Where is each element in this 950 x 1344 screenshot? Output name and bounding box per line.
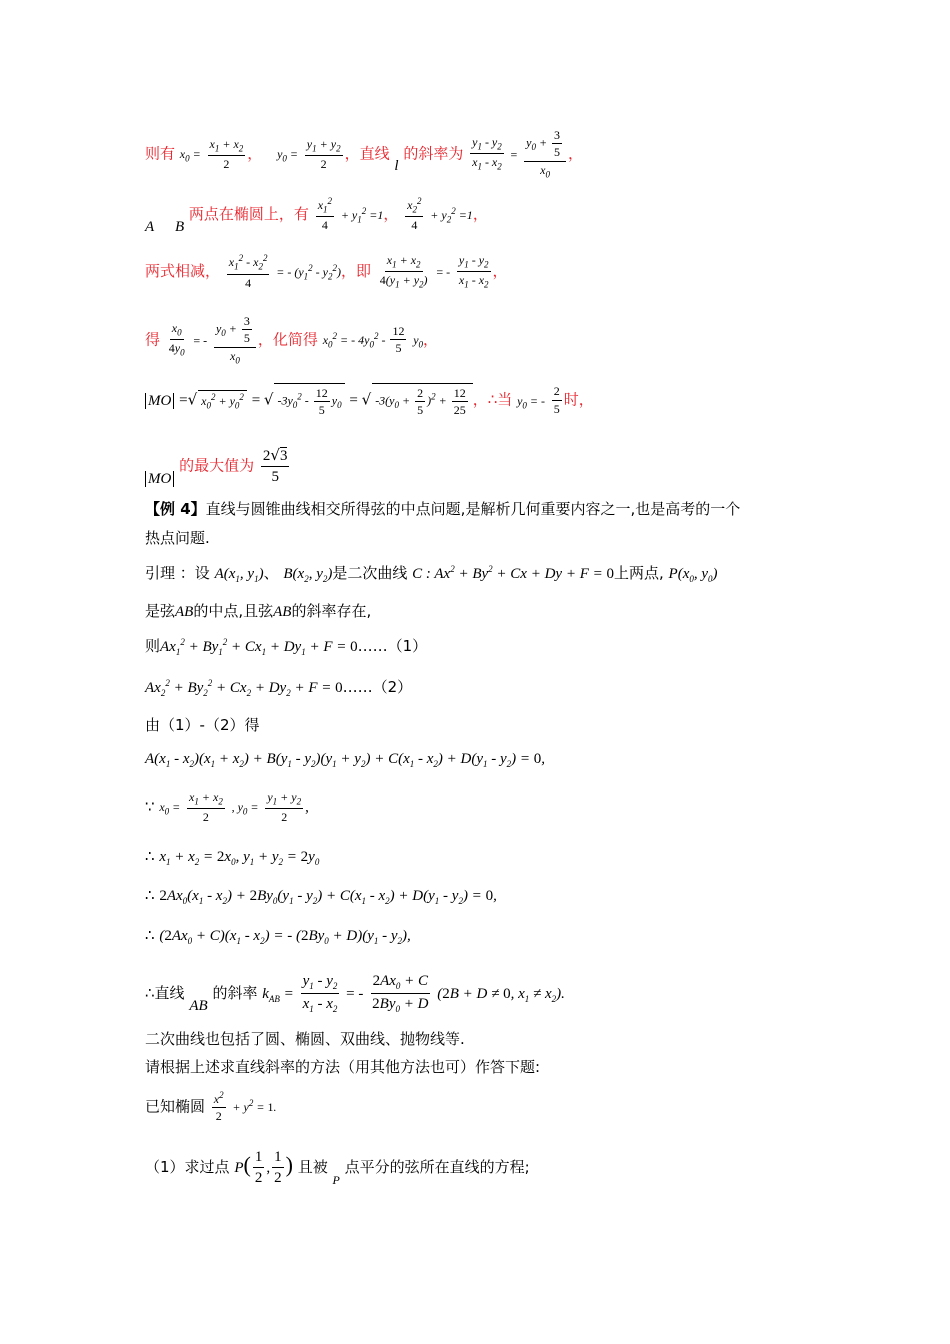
equation-because: ∵ $x_0$ = $\frac{x_1 + x_2}{2}$ , $y_0$ = $\frac{y_1 + y_2}{2}$ , [145, 790, 309, 825]
lemma-line-2: 是弦AB的中点,且弦AB的斜率存在, [145, 602, 372, 620]
equation-therefore-1: ∴ $x_1 + x_2 = 2x_0$, $y_1 + y_2 = 2y_0$ [145, 849, 320, 867]
equation-slope-kab: ∴直线 AB 的斜率 $k_{AB}$ = $\frac{y_1 - y_2}{x_1 - x_2}$ = - $\frac{2Ax_0 + C}{2By_0 + D}$ (2B + D ≠ 0, $x_1 \ne x_2$). [145, 973, 565, 1014]
example-4-intro: 【例 4】直线与圆锥曲线相交所得弦的中点问题,是解析几何重要内容之一,也是高考的一个 [145, 500, 741, 518]
solution-line-midpoint: 则有 $x_0$ = $\frac{x_1 + x_2}{2}$ ， $y_0$ = $\frac{y_1 + y_2}{2}$ ，直线 l 的斜率为 $\frac{y_1 - y_2}{x_1 - x_2}$ = $y_0$ + $\frac{3}{5}$ $x_0$ ， [145, 128, 584, 180]
solution-line-subtract: 两式相减， $\frac{x_1^2 - x_2^2}{4}$ = - $(y_1^2 - y_2^2)$，即 $\frac{x_1 + x_2}{4(y_1 + y_2)}$ = - $\frac{y_1 - y_2}{x_1 - x_2}$ ， [145, 253, 508, 290]
example-4-intro-cont: 热点问题. [145, 529, 210, 547]
ellipse-given: 已知椭圆 $\frac{x^2}{2}$ + $y^2 = 1$. [145, 1090, 277, 1124]
fraction-x-mid: $\frac{x_1 + x_2}{2}$ [209, 136, 244, 171]
text-line: ，直线 [344, 144, 390, 163]
derivation-from: 由（1）-（2）得 [145, 716, 260, 734]
symbol-l: l [394, 158, 399, 175]
solution-line-distance: MO =√ $x_0^2 + y_0^2$ = √ $-3y_0^2$ - $\frac{12}{5}$ $y_0$ = √ $-3(y_0$ + $\frac{2}{5}$ )$^2$ + $\frac{12}{25}$ ，∴当 $y_0$ = - $\frac{2}{5}$ 时， [145, 383, 594, 418]
solution-line-max: MO 的最大值为 $\frac{2√3}{5}$ [145, 446, 291, 486]
equation-1: 则$Ax_1^2 + By_1^2 + Cx_1 + Dy_1 + F$ = 0……（1） [145, 637, 428, 657]
text-then: 则有 [145, 144, 176, 163]
equation-therefore-3: ∴ $(2Ax_0 + C)(x_1 - x_2)$ = - $(2By_0 + D)(y_1 - y_2)$, [145, 928, 411, 946]
fraction-y-mid: $\frac{y_1 + y_2}{2}$ [306, 136, 341, 171]
equation-therefore-2: ∴ $2Ax_0(x_1 - x_2) + 2By_0(y_1 - y_2) + C(x_1 - x_2) + D(y_1 - y_2) = 0$, [145, 888, 497, 906]
equation-difference: $A(x_1 - x_2)(x_1 + x_2) + B(y_1 - y_2)(y_1 + y_2) + C(x_1 - x_2) + D(y_1 - y_2) = 0$, [145, 751, 546, 769]
formula-y0: $y_0$ = [277, 147, 299, 164]
text-comma: ， [247, 144, 263, 163]
text-on-ellipse: 两点在椭圆上，有 [188, 204, 309, 223]
fraction-slope-y0: $y_0$ + $\frac{3}{5}$ $x_0$ [524, 128, 566, 180]
solution-line-on-ellipse: A B 两点在椭圆上，有 $\frac{x_1^2}{4}$ + $y_1^2 =1$， $\frac{x_2^2}{4}$ + $y_2^2 =1$， [145, 196, 488, 235]
equation-2: $Ax_2^2 + By_2^2 + Cx_2 + Dy_2 + F$ = 0……（2） [145, 678, 413, 698]
lemma-line: 引理 ：设 $A(x_1$, $y_1$)、 $B(x_2$, $y_2$)是二次曲线 C : $Ax^2 + By^2 + Cx + Dy + F = 0$上两点, $P(x_0$, $y_0$) [145, 564, 718, 584]
formula-x0: $x_0$ = [179, 147, 201, 164]
text-comma: ， [568, 144, 584, 163]
text-slope-is: 的斜率为 [403, 144, 464, 163]
instruction-text: 请根据上述求直线斜率的方法（用其他方法也可）作答下题: [145, 1058, 541, 1076]
solution-line-simplify: 得 $\frac{x_0}{4y_0}$ = - $y_0$ + $\frac{3}{5}$ $x_0$ ，化简得 $x_0^2$ = - $4y_0^2$ - $\frac{12}{5}$ $y_0$， [145, 314, 439, 366]
question-1: （1）求过点 P( $\frac{1}{2}$ , $\frac{1}{2}$ ) 且被 $_P$ 点平分的弦所在直线的方程; [145, 1149, 530, 1187]
fraction-slope: $\frac{y_1 - y_2}{x_1 - x_2}$ [472, 135, 502, 172]
point-a: A [145, 218, 155, 235]
point-b: B [174, 218, 185, 235]
conic-note: 二次曲线也包括了圆、椭圆、双曲线、抛物线等. [145, 1030, 465, 1048]
example-label: 【例 4】 [145, 500, 206, 518]
